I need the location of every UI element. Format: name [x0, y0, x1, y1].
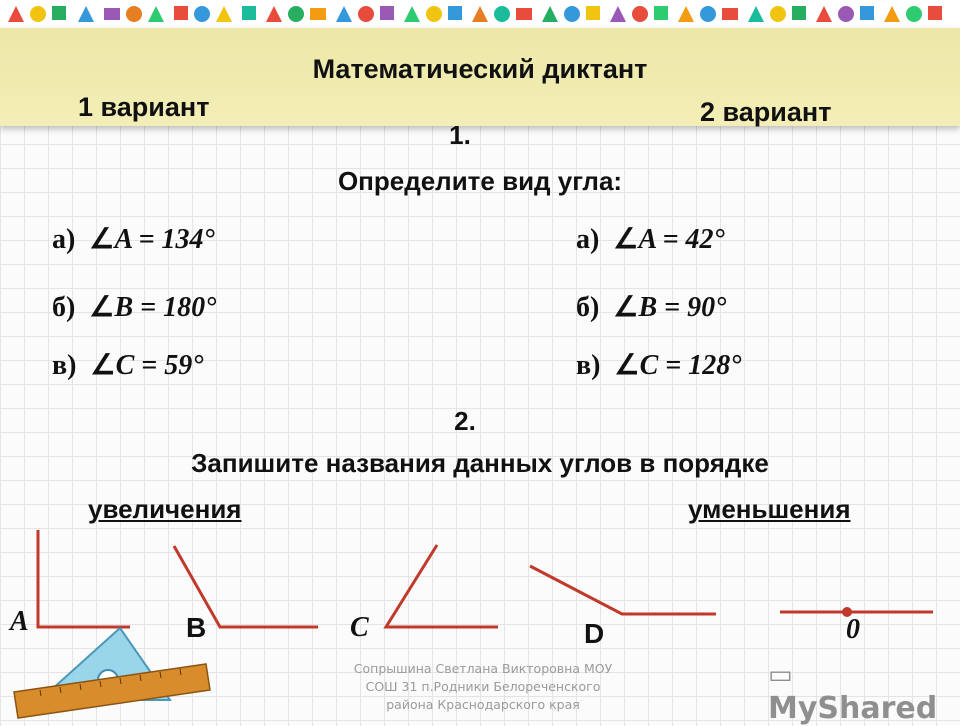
item-expression: A = 42° [638, 224, 725, 255]
task-2-prompt: Запишите названия данных углов в порядке [191, 448, 769, 478]
item-label: а) [576, 224, 600, 255]
presentation-icon: ▭ [768, 660, 793, 690]
angle-a-lines [38, 530, 130, 627]
angle-label-0: 0 [846, 614, 860, 645]
angle-icon: ∠ [606, 292, 639, 323]
item-expression: A = 134° [114, 224, 215, 255]
item-label: а) [52, 224, 76, 255]
angle-icon: ∠ [607, 350, 640, 381]
myshared-logo: ▭ MyShared [768, 660, 938, 726]
page-title: Математический диктант [312, 54, 648, 84]
credit-line: СОШ 31 п.Родники Белореченского [365, 679, 601, 694]
task-1-number: 1. [449, 120, 471, 150]
task-2-number: 2. [454, 406, 476, 436]
item-label: в) [576, 350, 601, 381]
order-variant-2: уменьшения [688, 494, 851, 524]
protractor-ruler-icon [14, 628, 210, 718]
angle-c-lines [386, 545, 498, 627]
angle-icon: ∠ [82, 224, 115, 255]
angle-label-d: D [584, 618, 605, 649]
variant-2-heading: 2 вариант [700, 97, 832, 127]
angle-d-lines [530, 566, 716, 614]
item-expression: B = 90° [638, 292, 727, 323]
item-expression: C = 128° [639, 350, 742, 381]
author-credit [340, 660, 626, 714]
item-label: в) [52, 350, 77, 381]
credit-line: Сопрышина Светлана Викторовна МОУ [353, 661, 613, 676]
order-variant-1: увеличения [88, 494, 242, 524]
angle-icon: ∠ [82, 292, 115, 323]
item-expression: C = 59° [115, 350, 204, 381]
credit-line: района Краснодарского края [386, 697, 580, 712]
angle-label-a: A [10, 606, 29, 637]
task-1-prompt: Определите вид угла: [337, 166, 623, 196]
angle-label-b: B [186, 612, 207, 643]
angle-icon: ∠ [606, 224, 639, 255]
angle-label-c: C [350, 612, 369, 643]
angle-icon: ∠ [83, 350, 116, 381]
item-label: б) [52, 292, 76, 323]
item-label: б) [576, 292, 600, 323]
item-expression: B = 180° [114, 292, 217, 323]
variant-1-heading: 1 вариант [78, 92, 210, 122]
